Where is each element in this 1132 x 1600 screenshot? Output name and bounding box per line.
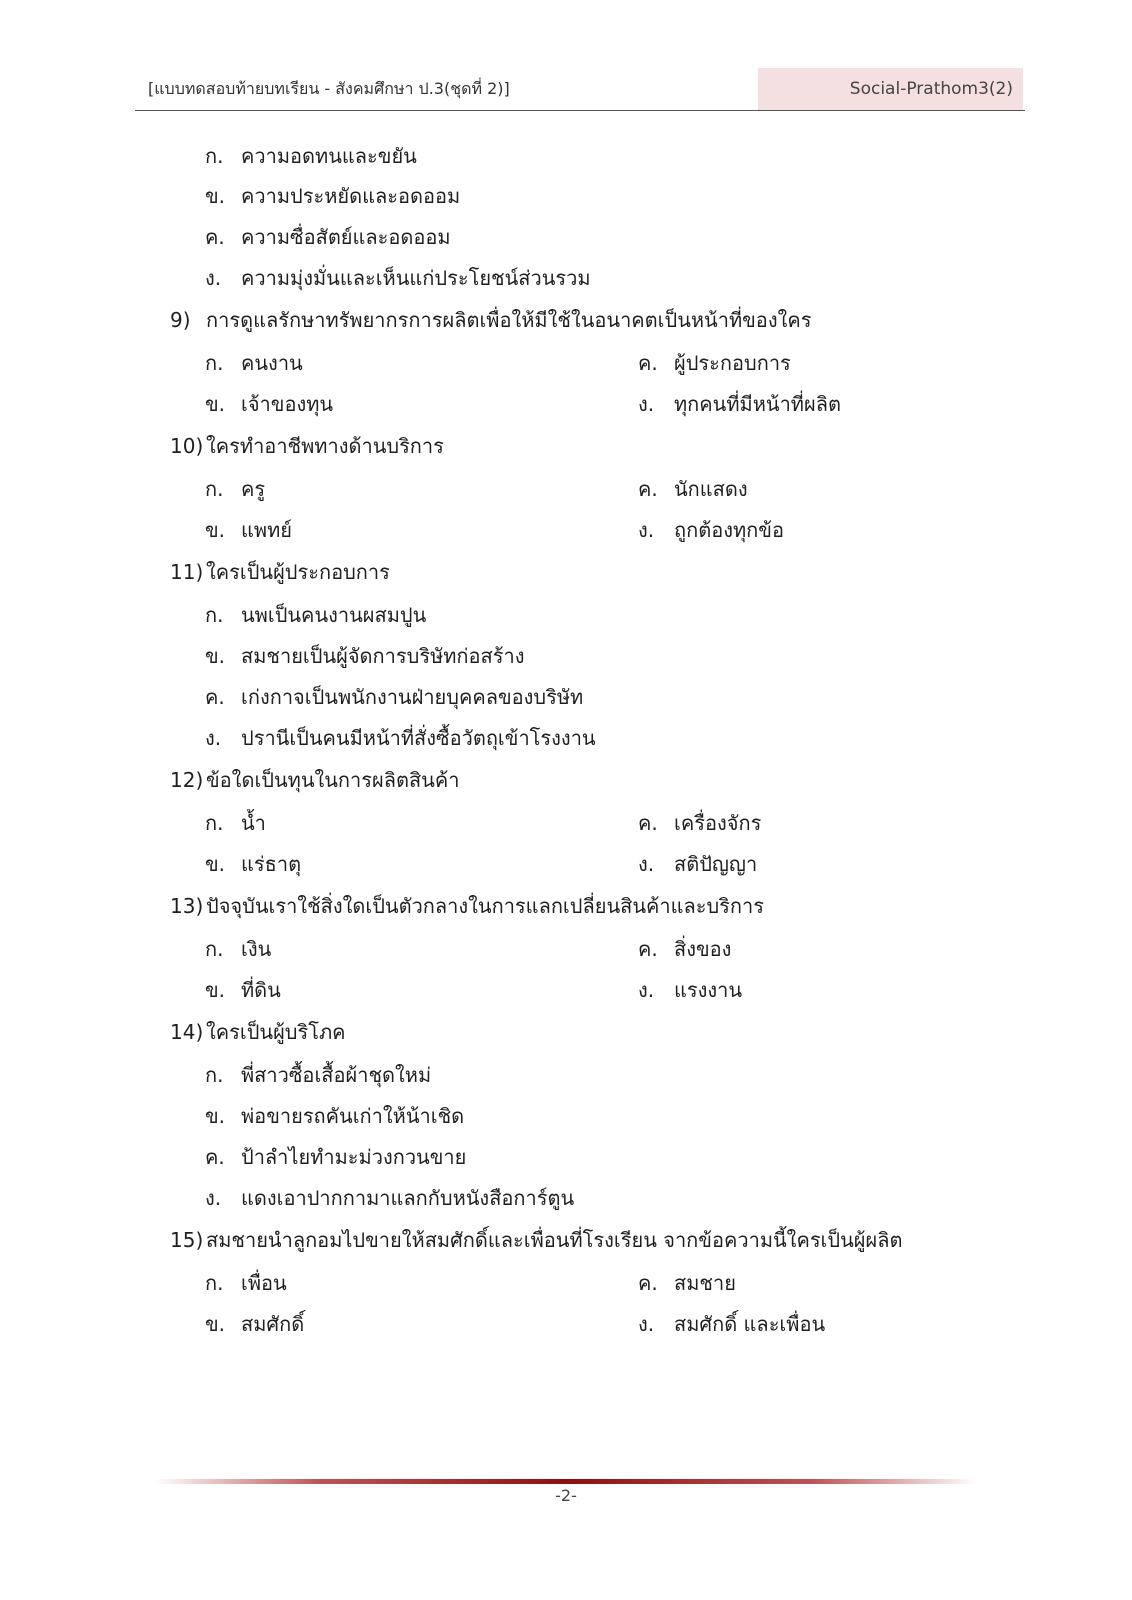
q10-option-b: ข. แพทย์ [205,518,292,542]
question-11: 11) ใครเป็นผู้ประกอบการ [170,560,390,584]
q10-option-a: ก. ครู [205,477,266,501]
header-title: [แบบทดสอบท้ายบทเรียน - สังคมศึกษา ป.3(ชุดที่ 2)] [148,79,510,98]
q12-option-c: ค. เครื่องจักร [638,811,762,835]
q13-option-b: ข. ที่ดิน [205,978,281,1002]
q15-option-b: ข. สมศักดิ์ [205,1312,305,1336]
q8-option-d: ง. ความมุ่งมั่นและเห็นแก่ประโยชน์ส่วนรวม [205,266,591,290]
q15-option-d: ง. สมศักดิ์ และเพื่อน [638,1312,826,1336]
q13-option-d: ง. แรงงาน [638,978,743,1002]
q13-option-c: ค. สิ่งของ [638,937,732,961]
question-15: 15) สมชายนำลูกอมไปขายให้สมศักดิ์และเพื่อนที่โรงเรียน จากข้อความนี้ใครเป็นผู้ผลิต [170,1228,903,1252]
q8-option-c: ค. ความซื่อสัตย์และอดออม [205,225,451,249]
q9-option-c: ค. ผู้ประกอบการ [638,351,791,375]
q11-option-c: ค. เก่งกาจเป็นพนักงานฝ่ายบุคคลของบริษัท [205,685,584,709]
q12-option-b: ข. แร่ธาตุ [205,852,302,876]
q10-option-d: ง. ถูกต้องทุกข้อ [638,518,784,542]
q14-option-b: ข. พ่อขายรถคันเก่าให้น้าเชิด [205,1104,465,1128]
q14-option-c: ค. ป้าลำไยทำมะม่วงกวนขาย [205,1145,467,1169]
q15-option-a: ก. เพื่อน [205,1271,287,1295]
footer-divider [155,1479,977,1484]
q9-option-b: ข. เจ้าของทุน [205,392,334,416]
q12-option-d: ง. สติปัญญา [638,852,758,876]
q11-option-b: ข. สมชายเป็นผู้จัดการบริษัทก่อสร้าง [205,644,525,668]
q15-option-c: ค. สมชาย [638,1271,736,1295]
question-13: 13) ปัจจุบันเราใช้สิ่งใดเป็นตัวกลางในการแลกเปลี่ยนสินค้าและบริการ [170,894,765,918]
q9-option-d: ง. ทุกคนที่มีหน้าที่ผลิต [638,392,841,416]
q11-option-d: ง. ปรานีเป็นคนมีหน้าที่สั่งซื้อวัตถุเข้าโรงงาน [205,726,596,750]
question-12: 12) ข้อใดเป็นทุนในการผลิตสินค้า [170,768,460,792]
question-10: 10) ใครทำอาชีพทางด้านบริการ [170,434,444,458]
q9-option-a: ก. คนงาน [205,351,303,375]
q12-option-a: ก. น้ำ [205,811,266,835]
question-9: 9) การดูแลรักษาทรัพยากรการผลิตเพื่อให้มีใช้ในอนาคตเป็นหน้าที่ของใคร [170,308,812,332]
q10-option-c: ค. นักแสดง [638,477,748,501]
q8-option-a: ก. ความอดทนและขยัน [205,144,417,168]
q11-option-a: ก. นพเป็นคนงานผสมปูน [205,603,427,627]
q14-option-d: ง. แดงเอาปากกามาแลกกับหนังสือการ์ตูน [205,1186,575,1210]
header-code: Social-Prathom3(2) [758,68,1023,110]
q8-option-b: ข. ความประหยัดและอดออม [205,184,461,208]
q14-option-a: ก. พี่สาวซื้อเสื้อผ้าชุดใหม่ [205,1063,432,1087]
page-number: -2- [555,1486,577,1505]
header-divider [135,110,1025,111]
q13-option-a: ก. เงิน [205,937,272,961]
question-14: 14) ใครเป็นผู้บริโภค [170,1020,346,1044]
